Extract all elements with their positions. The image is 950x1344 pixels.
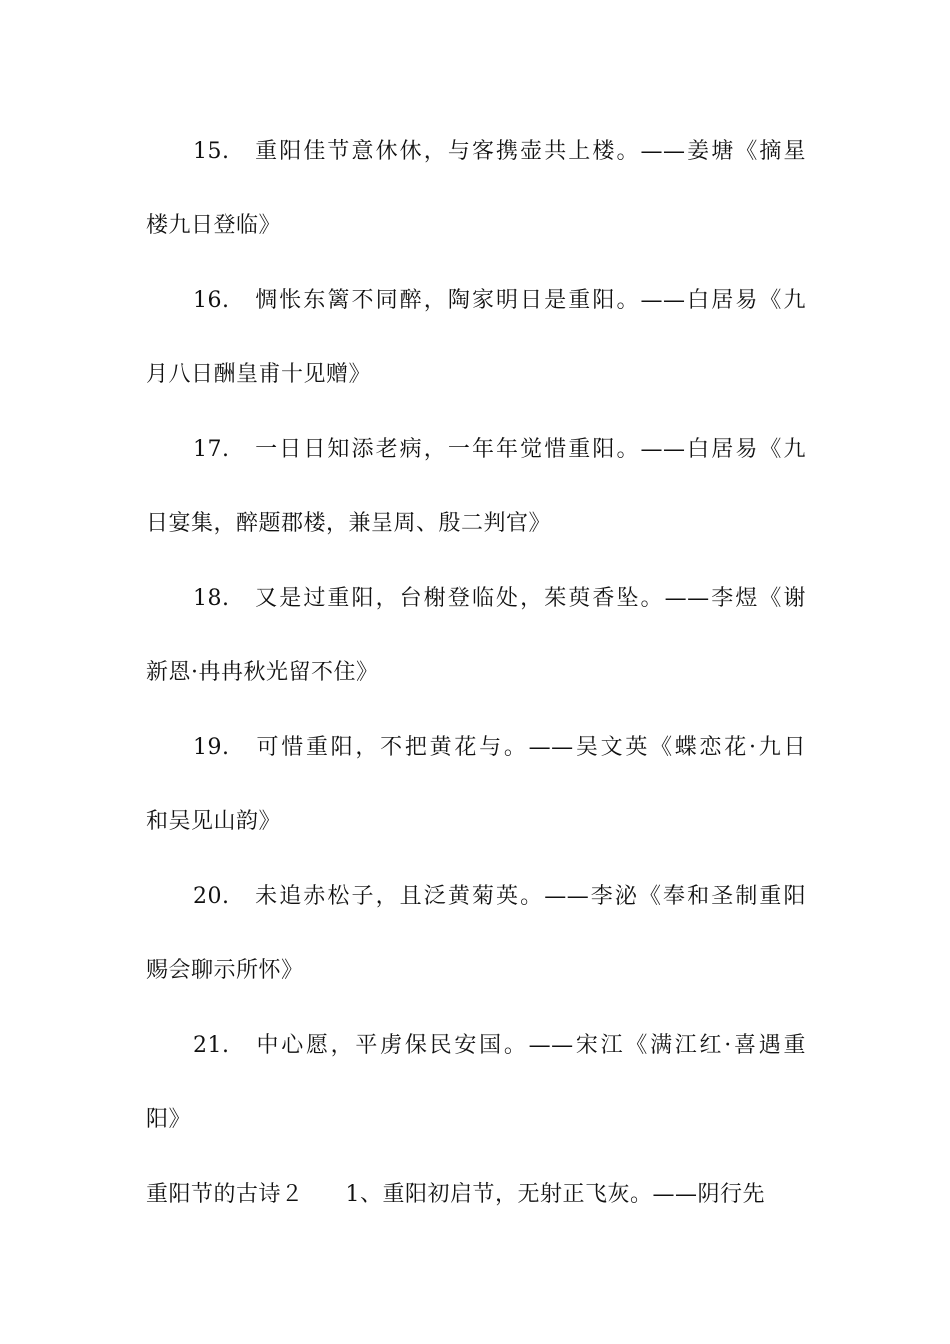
poem-entry-18-line1: 18. 又是过重阳，台榭登临处，茱萸香坠。——李煜《谢: [193, 586, 806, 611]
section-heading: 重阳节的古诗２: [146, 1182, 304, 1207]
poem-entry-15-line1: 15. 重阳佳节意休休，与客携壶共上楼。——姜塘《摘星: [193, 139, 806, 164]
poem-entry-21-line2: 阳》: [146, 1107, 192, 1132]
poem-entry-15-line2: 楼九日登临》: [146, 213, 282, 238]
poem-entry-18-line2: 新恩·冉冉秋光留不住》: [146, 660, 379, 685]
poem-entry-17-line2: 日宴集，醉题郡楼，兼呈周、殷二判官》: [146, 511, 552, 536]
poem-entry-16-line1: 16. 惆怅东篱不同醉，陶家明日是重阳。——白居易《九: [193, 288, 806, 313]
poem-entry-20-line1: 20. 未追赤松子，且泛黄菊英。——李泌《奉和圣制重阳: [193, 884, 806, 909]
poem-entry-19-line1: 19. 可惜重阳，不把黄花与。——吴文英《蝶恋花·九日: [193, 735, 806, 760]
poem-entry-17-line1: 17. 一日日知添老病，一年年觉惜重阳。——白居易《九: [193, 437, 806, 462]
poem-entry-21-line1: 21. 中心愿，平虏保民安国。——宋江《满江红·喜遇重: [193, 1033, 806, 1058]
section-heading-line: [146, 1180, 806, 1210]
section-first-entry: 1、重阳初启节，无射正飞灰。——阴行先: [345, 1182, 766, 1207]
poem-entry-16-line2: 月八日酬皇甫十见赠》: [146, 362, 372, 387]
poem-entry-19-line2: 和吴见山韵》: [146, 809, 282, 834]
poem-entry-20-line2: 赐会聊示所怀》: [146, 958, 304, 983]
